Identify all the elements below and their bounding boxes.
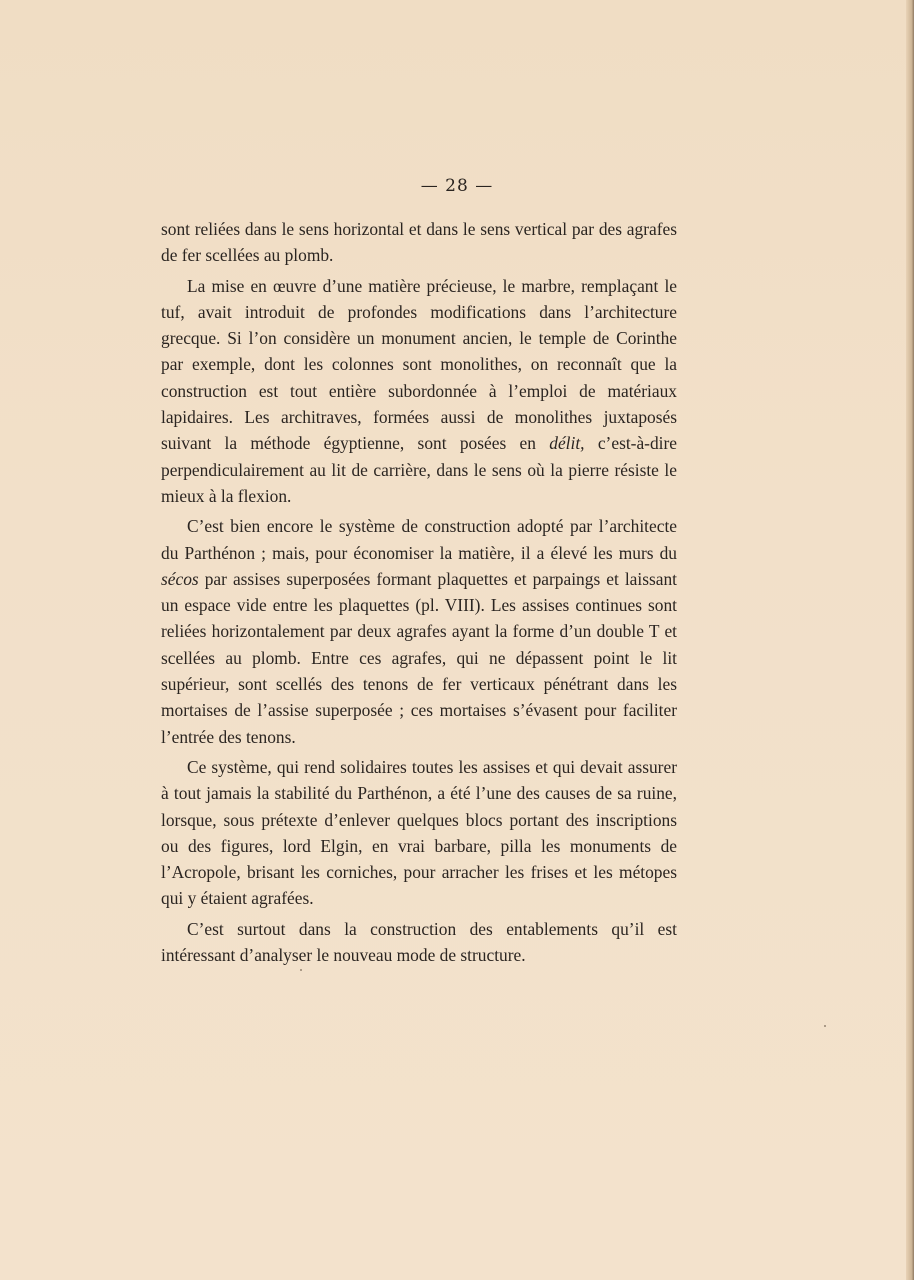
paragraph-entablements	[161, 916, 677, 969]
paragraph-text: Ce système, qui rend solidaires toutes les assises et qui devait assurer à tout jamais la stabilité du Parthénon, a été l’une des causes de sa ruine, lorsque, sous prétexte d’enlever quelques blocs portant des inscriptions ou des figures, lord Elgin, en vrai barbare, pilla les monuments de l’Acropole, brisant les corniches, pour arracher les frises et les métopes qui y étaient agrafées.	[161, 756, 677, 909]
page-number: — 28 —	[420, 176, 494, 196]
paragraph-text: C’est surtout dans la construction des entablements qu’il est intéressant d’analyser le nouveau mode de structure.	[161, 918, 677, 966]
paragraph-elgin	[161, 754, 677, 912]
paper-speck	[300, 969, 302, 971]
paragraph-text-part: La mise en œuvre d’une matière précieuse, le marbre, remplaçant le tuf, avait introduit de profondes modifications dans l’architecture grecque. Si l’on considère un monument ancien, le temple de Corinthe par exemple, dont les colonnes sont monolithes, on reconnaît que la construction est tout entière subordonnée à l’emploi de matériaux lapidaires. Les architraves, formées aussi de monolithes juxtaposés suivant la méthode égyptienne, sont posées en	[161, 275, 677, 454]
paragraph-text-part: c’est-à-dire perpendiculairement au lit de carrière, dans le sens où la pierre résiste le mieux à la flexion.	[161, 433, 678, 506]
paragraph-text: sont reliées dans le sens horizontal et dans le sens vertical par des agrafes de fer scellées au plomb.	[161, 219, 677, 266]
italic-term: sécos	[161, 568, 199, 589]
paragraph-text-part: C’est bien encore le système de construction adopté par l’architecte du Parthénon ; mais, pour économiser la matière, il a élevé les murs du	[161, 516, 677, 563]
paragraph-parthenon	[161, 513, 677, 750]
paper-speck	[824, 1025, 826, 1027]
body-text	[161, 216, 677, 972]
paragraph-marble	[161, 273, 677, 510]
italic-term: délit,	[549, 433, 585, 454]
paragraph-continuation	[161, 216, 677, 269]
paragraph-text-part: par assises superposées formant plaquettes et parpaings et laissant un espace vide entre les plaquettes (pl. VIII). Les assises continues sont reliées horizontalement par deux agrafes ayant la forme d’un double T et scellées au plomb. Entre ces agrafes, qui ne dépassent point le lit supérieur, sont scellés des tenons de fer verticaux pénétrant dans les mortaises de l’assise superposée ; ces mortaises s’évasent pour faciliter l’entrée des tenons.	[161, 568, 677, 747]
